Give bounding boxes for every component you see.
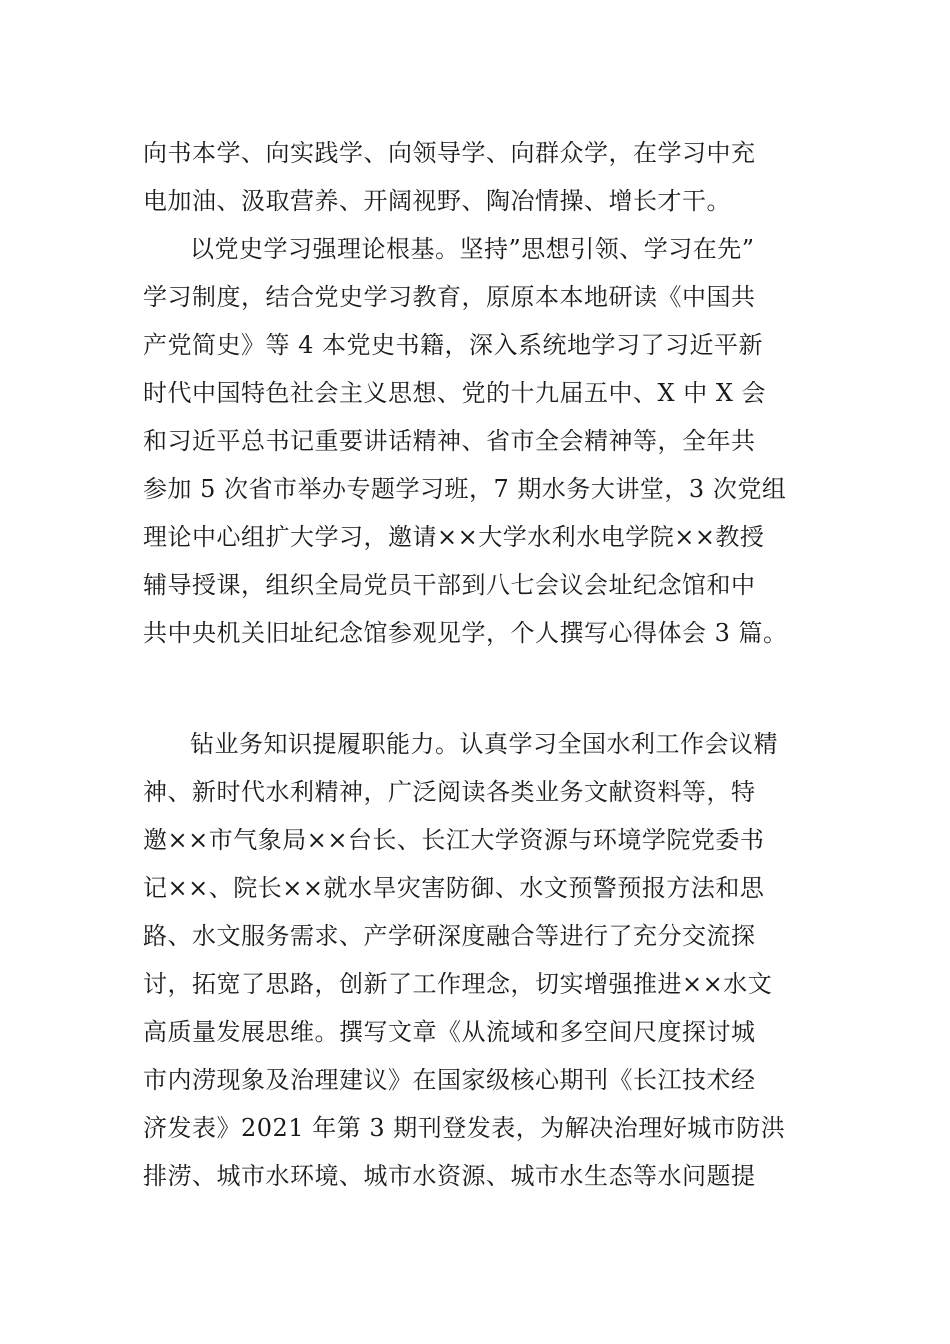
- paragraph-3-line-10: 排涝、城市水环境、城市水资源、城市水生态等水问题提: [143, 1162, 756, 1190]
- paragraph-3-line-7: 高质量发展思维。撰写文章《从流域和多空间尺度探讨城: [143, 1018, 756, 1046]
- paragraph-2-line-2: 学习制度，结合党史学习教育，原原本本地研读《中国共: [143, 283, 756, 311]
- paragraph-2-line-5: 和习近平总书记重要讲话精神、省市全会精神等，全年共: [143, 427, 756, 455]
- paragraph-3-line-2: 神、新时代水利精神，广泛阅读各类业务文献资料等，特: [143, 778, 756, 806]
- paragraph-2-line-1: 以党史学习强理论根基。坚持”思想引领、学习在先”: [190, 235, 755, 263]
- paragraph-1-line-1: 向书本学、向实践学、向领导学、向群众学，在学习中充: [143, 139, 756, 167]
- paragraph-1-line-2: 电加油、汲取营养、开阔视野、陶冶情操、增长才干。: [143, 187, 731, 215]
- paragraph-2-line-4: 时代中国特色社会主义思想、党的十九届五中、X 中 X 会: [143, 379, 767, 407]
- paragraph-3-line-9: 济发表》2021 年第 3 期刊登发表，为解决治理好城市防洪: [143, 1114, 786, 1142]
- paragraph-2-line-8: 辅导授课，组织全局党员干部到八七会议会址纪念馆和中: [143, 571, 756, 599]
- paragraph-3-line-1: 钻业务知识提履职能力。认真学习全国水利工作会议精: [190, 730, 778, 758]
- paragraph-3-line-5: 路、水文服务需求、产学研深度融合等进行了充分交流探: [143, 922, 756, 950]
- paragraph-3-line-6: 讨，拓宽了思路，创新了工作理念，切实增强推进××水文: [143, 970, 773, 998]
- paragraph-3-line-8: 市内涝现象及治理建议》在国家级核心期刊《长江技术经: [143, 1066, 756, 1094]
- paragraph-2-line-3: 产党简史》等 4 本党史书籍，深入系统地学习了习近平新: [143, 331, 764, 359]
- paragraph-3-line-3: 邀××市气象局××台长、长江大学资源与环境学院党委书: [143, 826, 765, 854]
- paragraph-2-line-6: 参加 5 次省市举办专题学习班，7 期水务大讲堂，3 次党组: [143, 475, 787, 503]
- paragraph-2-line-7: 理论中心组扩大学习，邀请××大学水利水电学院××教授: [143, 523, 765, 551]
- paragraph-2-line-9: 共中央机关旧址纪念馆参观见学，个人撰写心得体会 3 篇。: [143, 619, 788, 647]
- paragraph-3-line-4: 记××、院长××就水旱灾害防御、水文预警预报方法和思: [143, 874, 765, 902]
